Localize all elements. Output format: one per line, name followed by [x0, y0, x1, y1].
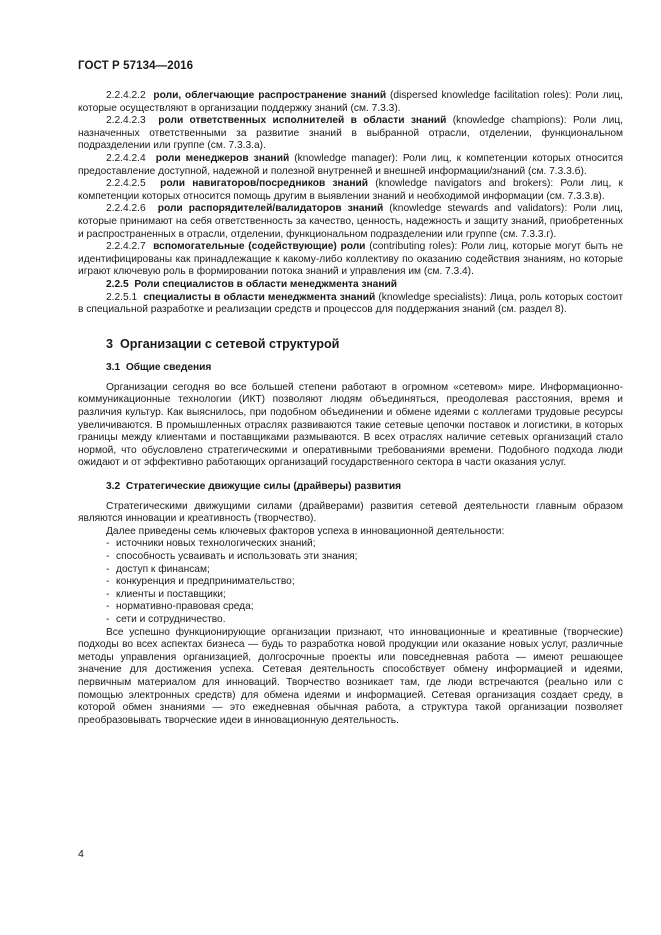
definition-2-2-4-2-4: 2.2.4.2.4 роли менеджеров знаний (knowledge manager): Роли лиц, к компетенции которых относится предоставление доступной, надежной и полезной внутренней и внешней информации/знаний (см. 7.3.3.б).	[78, 152, 623, 177]
definition-2-2-4-2-3: 2.2.4.2.3 роли ответственных исполнителей в области знаний (knowledge champions): Роли лиц, назначенных ответственными за развитие знаний в выбранной отрасли, отделении, функциональном подразделении или группе (см. 7.3.3.а).	[78, 115, 623, 152]
definition-2-2-4-2-2: 2.2.4.2.2 роли, облегчающие распространение знаний (dispersed knowledge facilitation roles): Роли лиц, которые осуществляют в организации поддержку знаний (см. 7.3.3).	[78, 90, 623, 114]
definition-term: роли ответственных исполнителей в области знаний	[158, 115, 447, 127]
section-heading-3: 3 Организации с сетевой структурой	[106, 336, 340, 351]
list-item: - сети и сотрудничество.	[106, 613, 226, 625]
list-item: - источники новых технологических знаний;	[106, 538, 316, 550]
subsection-heading-3-1: 3.1 Общие сведения	[106, 362, 212, 374]
definition-term: роли распорядителей/валидаторов знаний	[157, 203, 384, 215]
definition-term: вспомогательные (содействующие) роли	[153, 241, 366, 253]
definition-2-2-5-1: 2.2.5.1 специалисты в области менеджмента знаний (knowledge specialists): Лица, роль которых состоит в специальной разработке и реализации средств и процессов для поддержания знаний (см. раздел 8).	[78, 291, 623, 316]
definition-term: специалисты в области менеджмента знаний	[143, 291, 376, 303]
paragraph-3-2-b: Далее приведены семь ключевых факторов успеха в инновационной деятельности:	[106, 525, 505, 537]
list-item: - конкуренция и предпринимательство;	[106, 576, 295, 588]
paragraph-3-1: Организации сегодня во все большей степени работают в огромном «сетевом» мире. Информационно-коммуникационные технологии (ИКТ) позволяют людям объединяться, преодолевая расстояния, время и различия культур. Как выяснилось, при подобном объединении и обмене идеями с коллегами трудовые ресурсы увеличиваются. В промышленных отраслях развиваются такие сетевые цепочки поставок и логистики, в которых границы между клиентами и поставщиками размываются. В всех отраслях наличие сетевых организаций стало нормой, что обусловлено стратегическими и оперативными требованиями времени. Подобного подхода люди ожидают и от эффективно работающих организаций государственного сектора в части оказания услуг.	[78, 381, 623, 469]
list-item: - доступ к финансам;	[106, 563, 210, 575]
success-factors-list	[78, 538, 623, 626]
paragraph-3-2-a: Стратегическими движущими силами (драйверами) развития сетевой деятельности главным образом являются инновации и креативность (творчество).	[78, 500, 623, 525]
subsection-heading-3-2: 3.2 Стратегические движущие силы (драйверы) развития	[106, 481, 402, 493]
definition-term: роли менеджеров знаний	[155, 152, 290, 164]
definition-term: роли навигаторов/посредников знаний	[160, 178, 369, 190]
list-item: - нормативно-правовая среда;	[106, 601, 254, 613]
definition-term: роли, облегчающие распространение знаний	[153, 90, 387, 101]
definition-2-2-4-2-5: 2.2.4.2.5 роли навигаторов/посредников знаний (knowledge navigators and brokers): Роли лиц, к компетенции которых относится помощь другим в выявлении знаний и необходимой информации (см. 7.3.3.в).	[78, 178, 623, 202]
page-number: 4	[78, 848, 84, 860]
definition-2-2-4-2-6: 2.2.4.2.6 роли распорядителей/валидаторов знаний (knowledge stewards and validators): Роли лиц, которые принимают на себя ответственность за качество, ценность, надежность и защиту знаний, приобретенных и распространенных в отрасли, отделении, функциональном подразделении или группе (см. 7.3.3.г).	[78, 203, 623, 240]
paragraph-3-2-c: Все успешно функционирующие организации признают, что инновационные и креативные (творческие) подходы во всех аспектах бизнеса — будь то разработка новой продукции или оказание новых услуг, различные методы управления организацией, долгосрочные проекты или повседневная работа — имеют решающее значение для достижения успеха. Сетевая деятельность способствует обмену информацией и идеями, первичным материалом для инноваций. Творчество возникает там, где люди встречаются (реально или с помощью электронных средств) для обмена идеями и информацией. Сетевая организация создает среду, в которой обмен знаниями — это ежедневная обычная работа, а структура такой организации позволяет преобразовывать творческие идеи в инновационную деятельность.	[78, 626, 623, 726]
definition-2-2-4-2-7: 2.2.4.2.7 вспомогательные (содействующие) роли (contributing roles): Роли лиц, которые могут быть не идентифицированы как принадлежащие к какому-либо коллективу по оказанию содействия знаниям, но которые играют ключевую роль в формировании потока знаний и управления им (см. 7.3.4).	[78, 241, 624, 278]
list-item: - способность усваивать и использовать эти знания;	[106, 551, 358, 562]
subsection-heading-2-2-5: 2.2.5 Роли специалистов в области менеджмента знаний	[106, 278, 398, 290]
document-body	[78, 90, 623, 727]
document-header: ГОСТ Р 57134—2016	[78, 60, 194, 72]
list-item: - клиенты и поставщики;	[106, 588, 226, 600]
